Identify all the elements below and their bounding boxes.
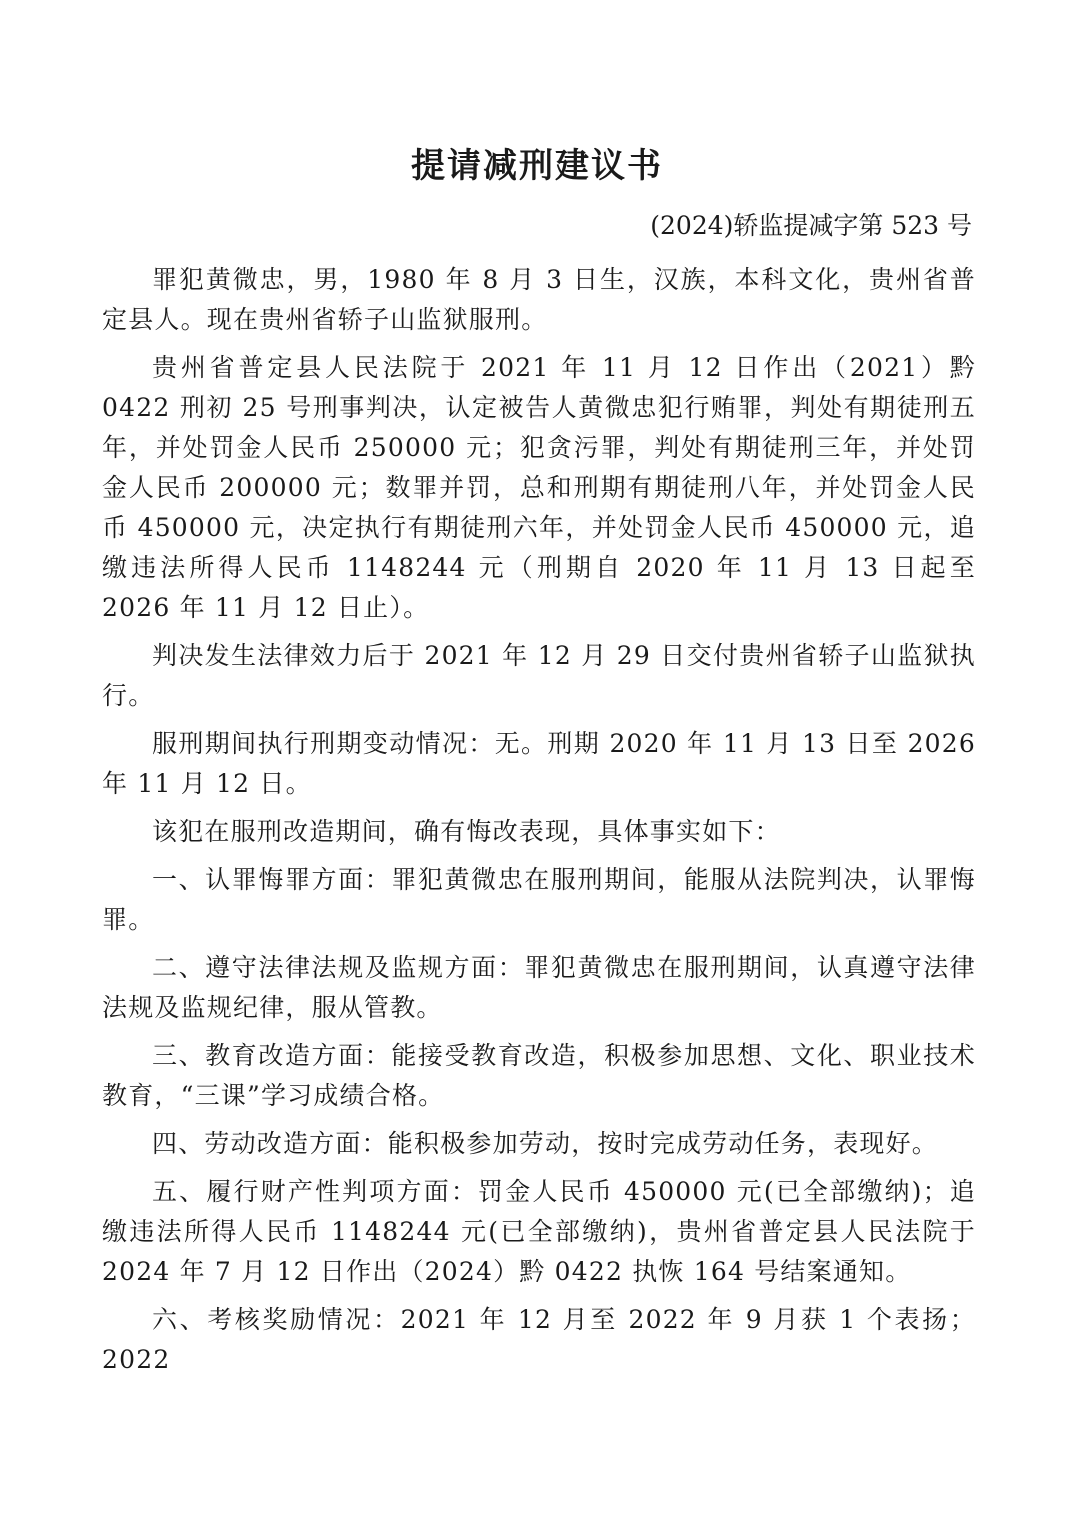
paragraph-rewards: 六、考核奖励情况：2021 年 12 月至 2022 年 9 月获 1 个表扬；2022	[102, 1305, 976, 1374]
paragraph-repentance: 一、认罪悔罪方面：罪犯黄微忠在服刑期间，能服从法院判决，认罪悔罪。	[102, 865, 976, 934]
paragraph-labor: 四、劳动改造方面：能积极参加劳动，按时完成劳动任务，表现好。	[152, 1129, 939, 1158]
paragraph-delivery: 判决发生法律效力后于 2021 年 12 月 29 日交付贵州省轿子山监狱执行。	[102, 641, 976, 710]
document-number: (2024)轿监提减字第 523 号	[650, 211, 972, 240]
paragraph-property: 五、履行财产性判项方面：罚金人民币 450000 元(已全部缴纳)；追缴违法所得人民币 1148244 元(已全部缴纳)，贵州省普定县人民法院于 2024 年 7 月 12 日作出（2024）黔 0422 执恢 164 号结案通知。	[102, 1177, 976, 1286]
paragraph-sentence-changes: 服刑期间执行刑期变动情况：无。刑期 2020 年 11 月 13 日至 2026 年 11 月 12 日。	[102, 729, 976, 798]
paragraph-education: 三、教育改造方面：能接受教育改造，积极参加思想、文化、职业技术教育，“三课”学习成绩合格。	[102, 1041, 976, 1110]
paragraph-personal-info: 罪犯黄微忠，男，1980 年 8 月 3 日生，汉族，本科文化，贵州省普定县人。现在贵州省轿子山监狱服刑。	[102, 265, 976, 334]
paragraph-facts-intro: 该犯在服刑改造期间，确有悔改表现，具体事实如下：	[152, 817, 781, 846]
document-body	[102, 260, 976, 1388]
paragraph-judgment: 贵州省普定县人民法院于 2021 年 11 月 12 日作出（2021）黔 0422 刑初 25 号刑事判决，认定被告人黄微忠犯行贿罪，判处有期徒刑五年，并处罚金人民币 250000 元；犯贪污罪，判处有期徒刑三年，并处罚金人民币 200000 元；数罪并罚，总和刑期有期徒刑八年，并处罚金人民币 450000 元，决定执行有期徒刑六年，并处罚金人民币 450000 元，追缴违法所得人民币 1148244 元（刑期自 2020 年 11 月 13 日起至 2026 年 11 月 12 日止）。	[102, 353, 976, 622]
paragraph-law-compliance: 二、遵守法律法规及监规方面：罪犯黄微忠在服刑期间，认真遵守法律法规及监规纪律，服从管教。	[102, 953, 976, 1022]
document-title: 提请减刑建议书	[411, 146, 663, 186]
